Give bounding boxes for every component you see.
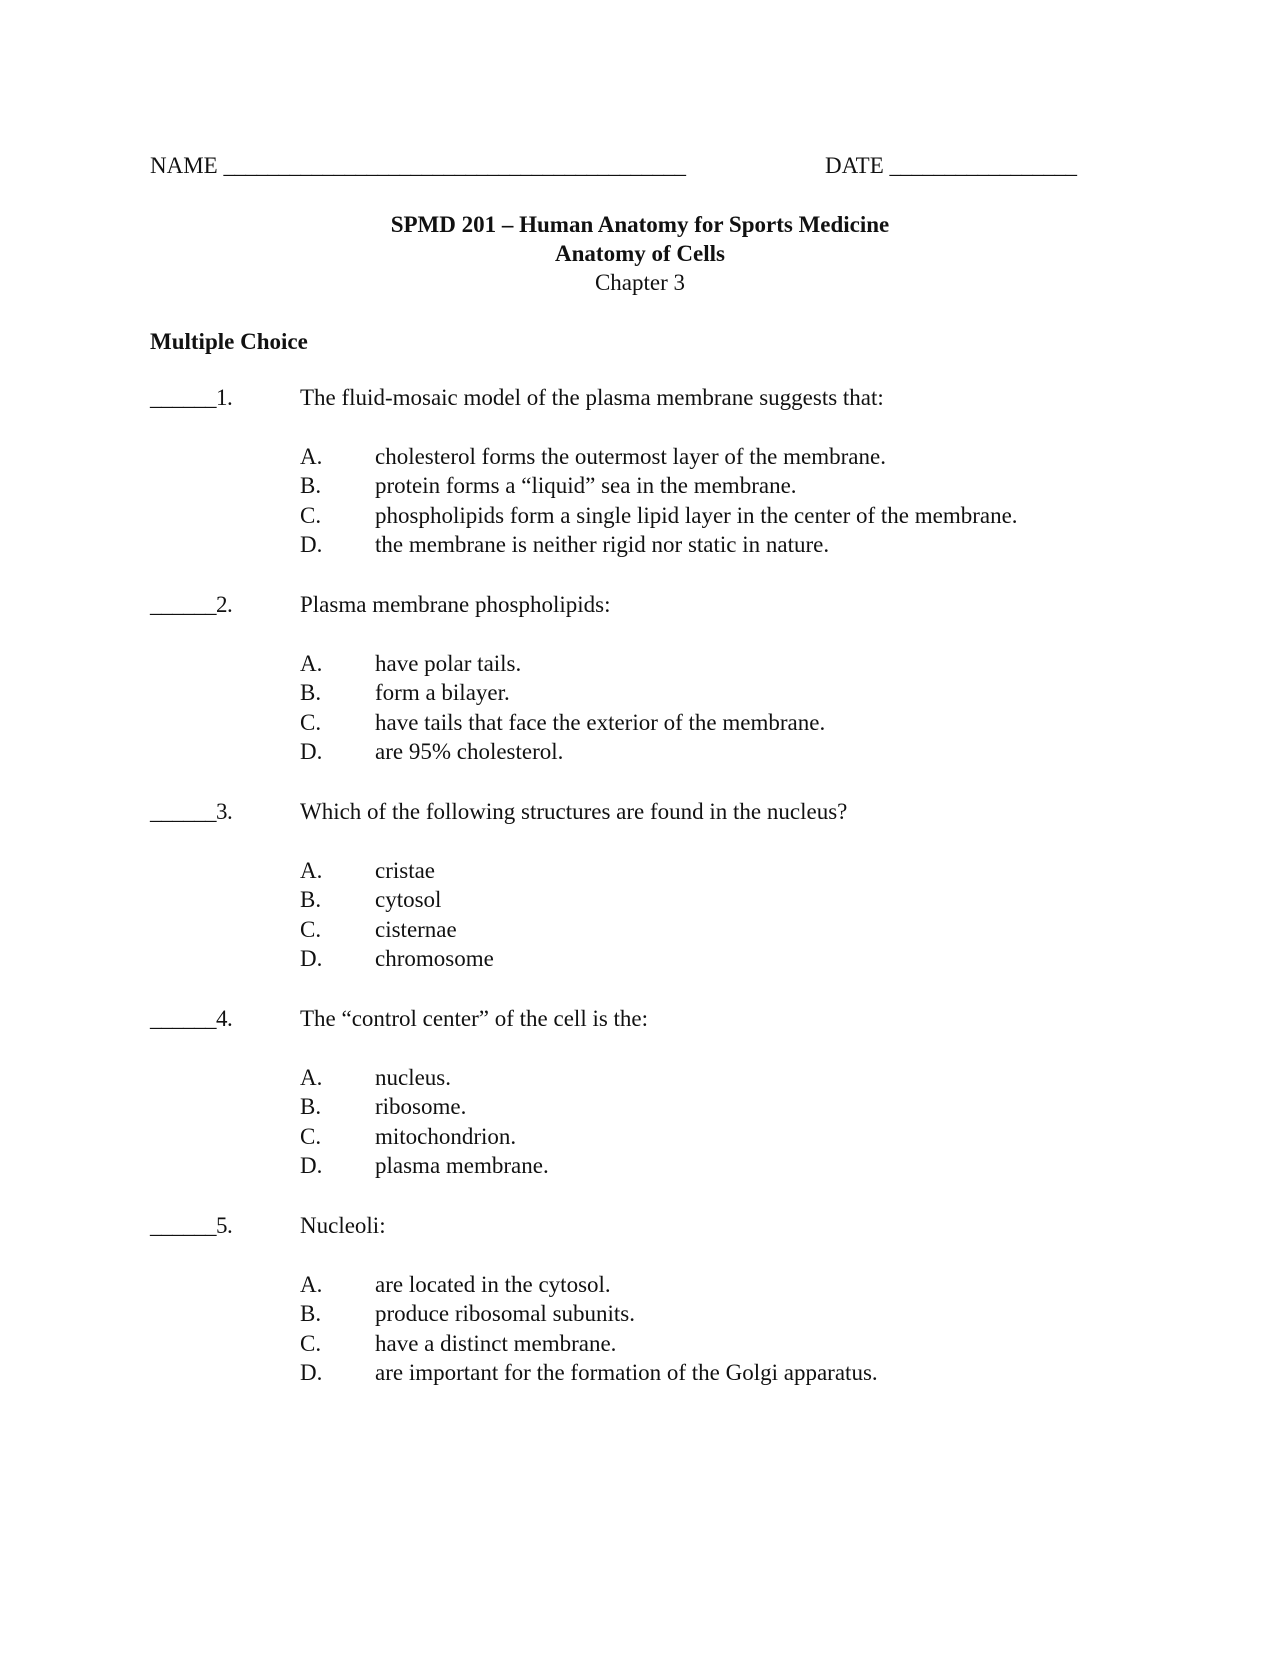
option-letter: A.	[300, 444, 323, 469]
option-b	[150, 1300, 1150, 1329]
question-text: Which of the following structures are found in the nucleus?	[300, 799, 848, 824]
option-text: produce ribosomal subunits.	[375, 1301, 635, 1327]
answer-options	[150, 650, 1150, 768]
question-text: Plasma membrane phospholipids:	[300, 592, 611, 617]
answer-blank: ______2.	[150, 592, 233, 617]
question-3	[150, 798, 1150, 975]
option-b	[150, 886, 1150, 915]
option-a	[150, 443, 1150, 472]
option-text: have a distinct membrane.	[375, 1330, 617, 1356]
option-a	[150, 1271, 1150, 1300]
chapter-title: Chapter 3	[594, 270, 686, 295]
option-d	[150, 1359, 1150, 1388]
option-text: ribosome.	[375, 1094, 467, 1120]
option-text: cristae	[375, 858, 436, 883]
option-a	[150, 1064, 1150, 1093]
option-letter: C.	[300, 916, 322, 942]
option-text: plasma membrane.	[375, 1153, 549, 1179]
option-text: the membrane is neither rigid nor static in nature.	[375, 532, 830, 558]
answer-blank: ______1.	[150, 385, 233, 410]
option-text: mitochondrion.	[375, 1123, 517, 1149]
unit-title: Anatomy of Cells	[555, 241, 725, 266]
option-b	[150, 679, 1150, 708]
option-text: protein forms a “liquid” sea in the membrane.	[375, 473, 797, 499]
option-c	[150, 709, 1150, 738]
option-letter: B.	[300, 473, 322, 499]
option-text: are 95% cholesterol.	[375, 739, 564, 765]
question-line	[150, 591, 1150, 621]
option-d	[150, 531, 1150, 560]
course-title: SPMD 201 – Human Anatomy for Sports Medicine	[390, 212, 890, 237]
option-b	[150, 1093, 1150, 1122]
option-letter: C.	[300, 1330, 322, 1356]
question-line	[150, 1005, 1150, 1035]
option-a	[150, 857, 1150, 886]
option-text: chromosome	[375, 946, 494, 972]
date-field	[825, 152, 1077, 180]
option-letter: D.	[300, 532, 323, 558]
question-text: The “control center” of the cell is the:	[300, 1006, 649, 1031]
name-blank-line: __________________________________________	[223, 153, 686, 178]
name-date-header	[150, 152, 1130, 182]
question-2	[150, 591, 1150, 768]
question-1	[150, 384, 1150, 561]
option-text: are important for the formation of the Golgi apparatus.	[375, 1360, 878, 1386]
question-5	[150, 1212, 1150, 1389]
question-line	[150, 798, 1150, 828]
option-d	[150, 945, 1150, 974]
question-line	[150, 1212, 1150, 1242]
option-b	[150, 472, 1150, 501]
answer-blank: ______5.	[150, 1213, 233, 1238]
option-letter: C.	[300, 1123, 322, 1149]
option-letter: B.	[300, 1301, 322, 1327]
option-d	[150, 1152, 1150, 1181]
option-letter: D.	[300, 739, 323, 765]
option-letter: A.	[300, 858, 323, 883]
question-text: Nucleoli:	[300, 1213, 386, 1238]
option-c	[150, 1123, 1150, 1152]
question-4	[150, 1005, 1150, 1182]
option-text: cytosol	[375, 887, 442, 913]
option-letter: D.	[300, 1153, 323, 1179]
answer-options	[150, 443, 1150, 561]
option-text: nucleus.	[375, 1065, 452, 1090]
option-text: cholesterol forms the outermost layer of the membrane.	[375, 444, 886, 469]
option-text: cisternae	[375, 916, 457, 942]
option-letter: A.	[300, 1272, 323, 1297]
name-label: NAME	[150, 153, 218, 178]
option-letter: B.	[300, 680, 322, 706]
option-text: have polar tails.	[375, 651, 522, 676]
title-block	[0, 211, 1280, 298]
answer-blank: ______4.	[150, 1006, 233, 1031]
option-d	[150, 738, 1150, 767]
option-letter: B.	[300, 887, 322, 913]
question-text: The fluid-mosaic model of the plasma membrane suggests that:	[300, 385, 884, 410]
option-c	[150, 1330, 1150, 1359]
option-text: form a bilayer.	[375, 680, 510, 706]
question-line	[150, 384, 1150, 414]
section-heading: Multiple Choice	[150, 329, 308, 354]
name-field	[150, 152, 685, 180]
answer-options	[150, 857, 1150, 975]
option-c	[150, 916, 1150, 945]
date-label: DATE	[825, 153, 884, 178]
option-text: phospholipids form a single lipid layer in the center of the membrane.	[375, 502, 1018, 528]
option-c	[150, 502, 1150, 531]
option-letter: C.	[300, 709, 322, 735]
date-blank-line: _________________	[889, 153, 1077, 178]
option-text: have tails that face the exterior of the membrane.	[375, 709, 826, 735]
option-letter: A.	[300, 1065, 323, 1090]
option-letter: D.	[300, 946, 323, 972]
option-a	[150, 650, 1150, 679]
answer-options	[150, 1064, 1150, 1182]
option-text: are located in the cytosol.	[375, 1272, 611, 1297]
option-letter: D.	[300, 1360, 323, 1386]
option-letter: A.	[300, 651, 323, 676]
option-letter: B.	[300, 1094, 322, 1120]
option-letter: C.	[300, 502, 322, 528]
answer-blank: ______3.	[150, 799, 233, 824]
answer-options	[150, 1271, 1150, 1389]
